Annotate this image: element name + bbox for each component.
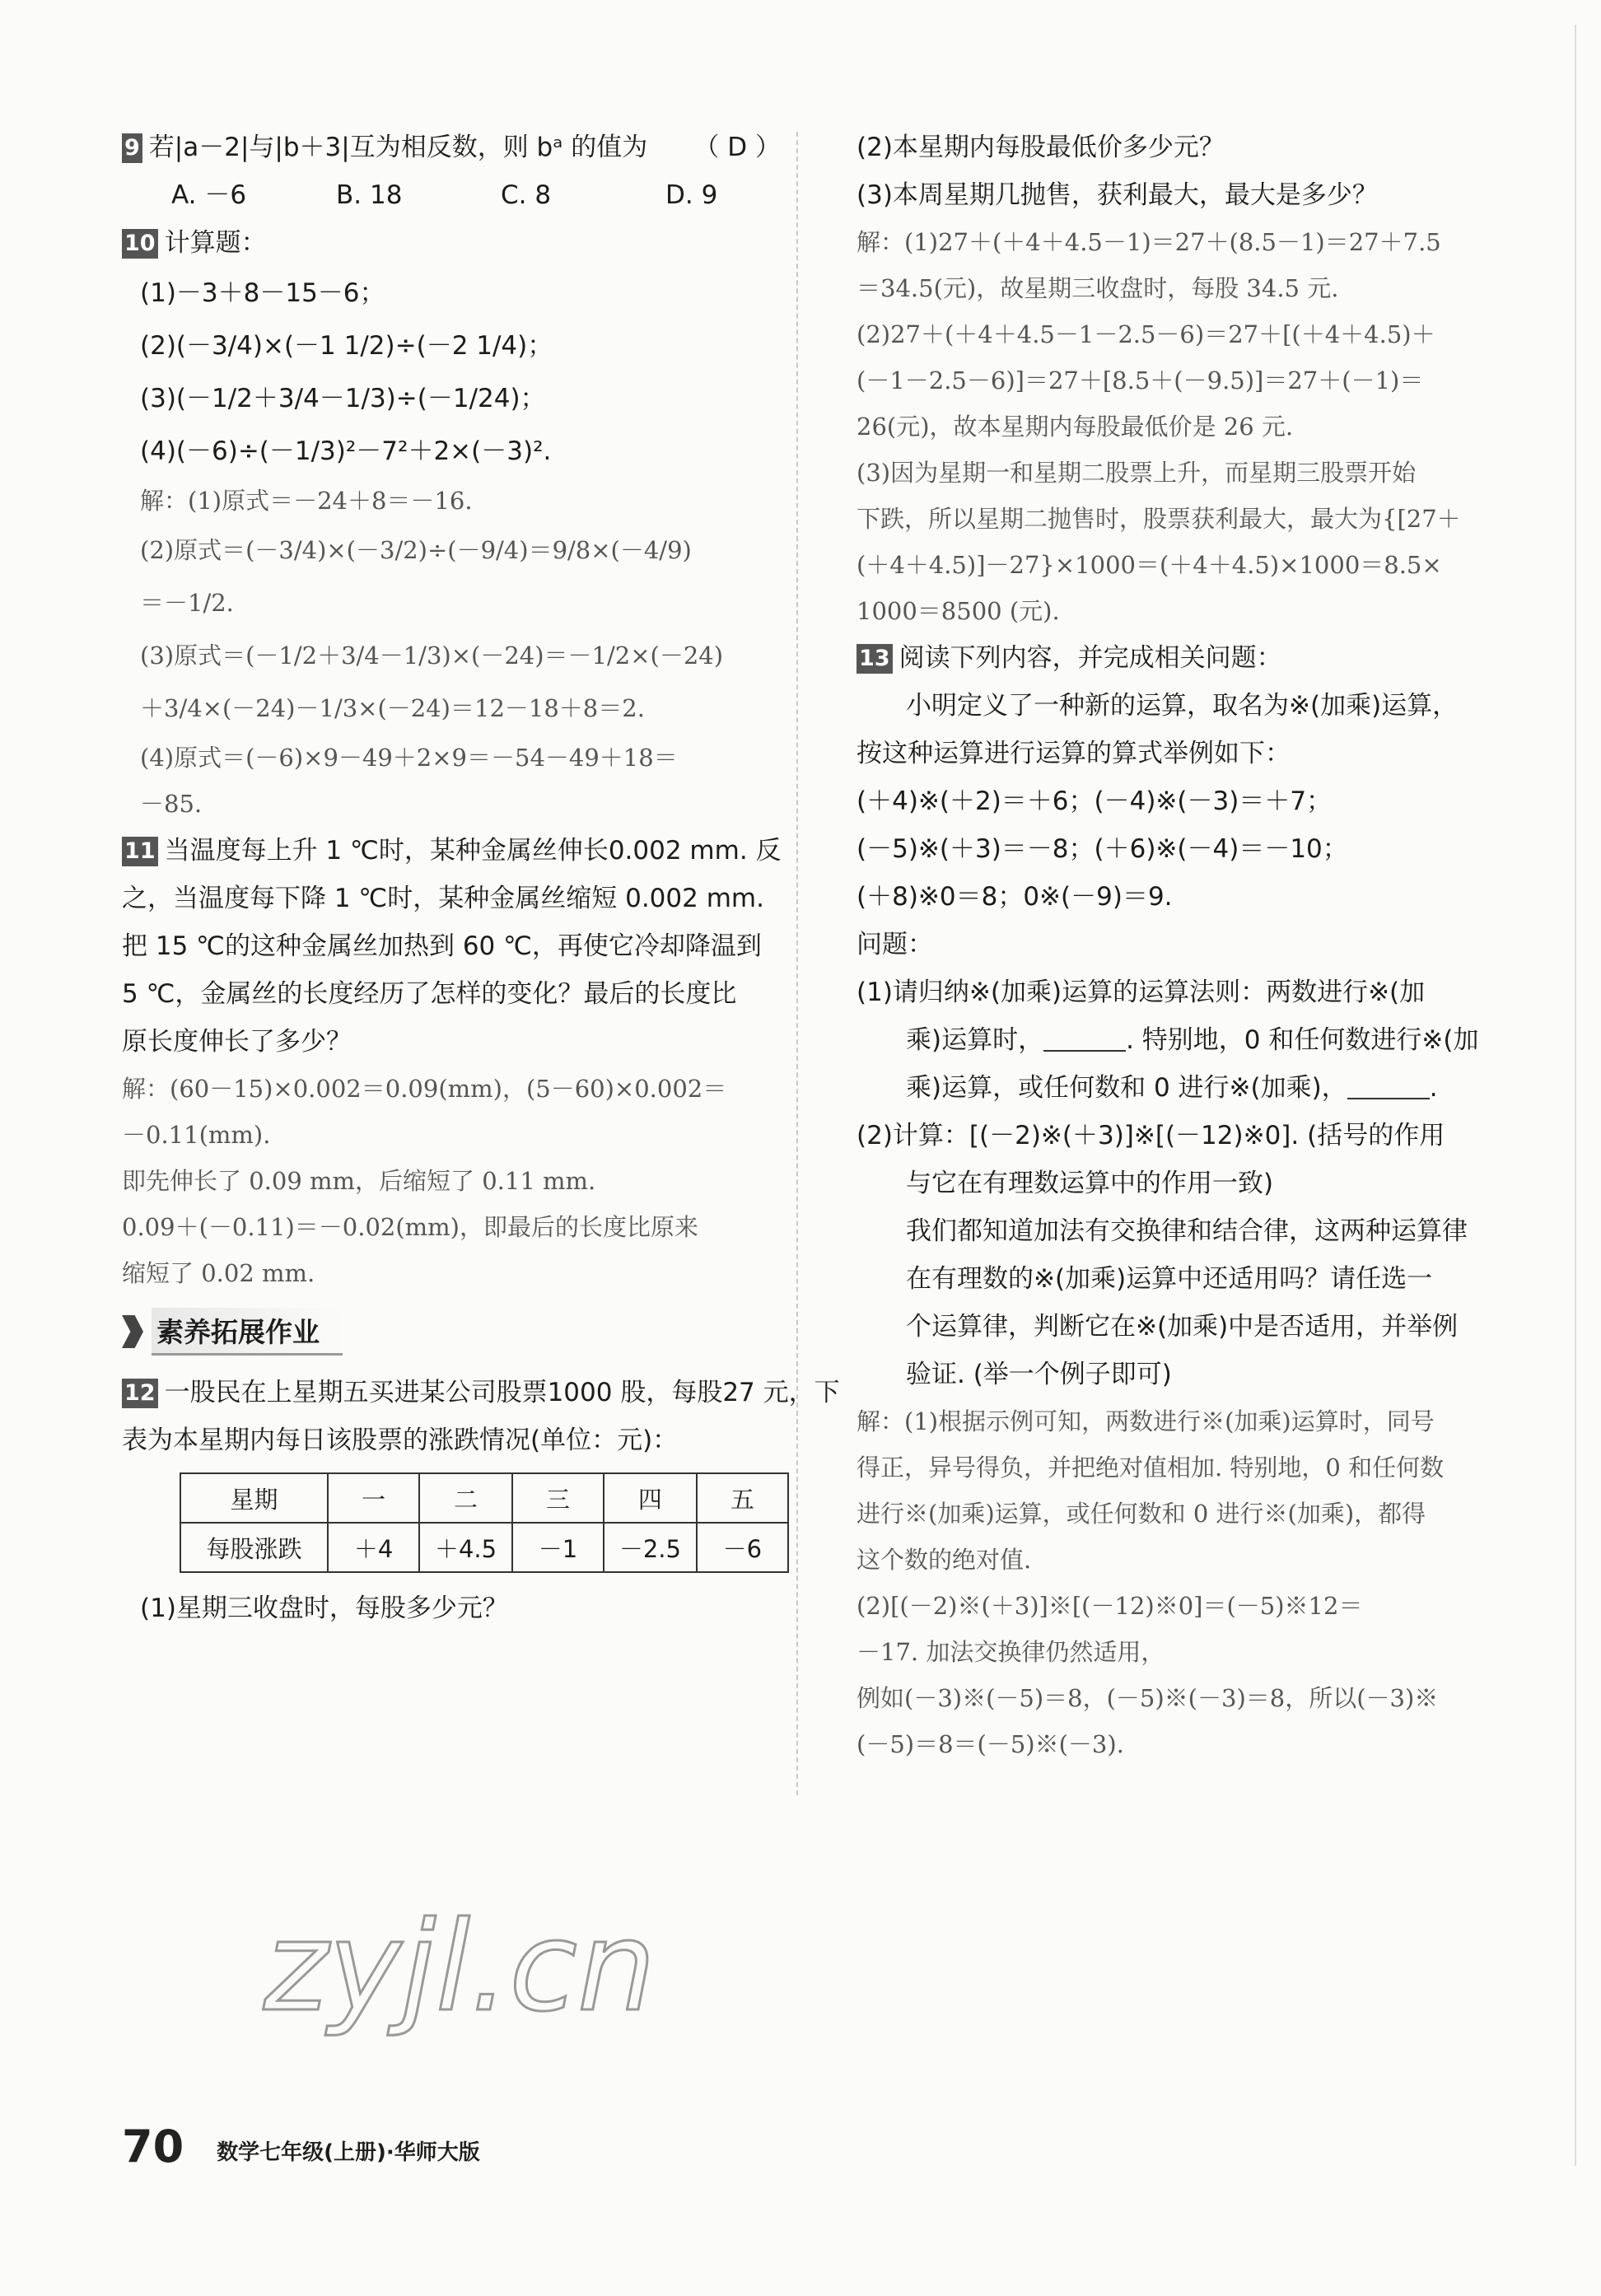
- table-cell: ＋4.5: [419, 1523, 512, 1572]
- table-cell: －1: [512, 1523, 604, 1572]
- sub-question: (3)本周星期几抛售，获利最大，最大是多少？: [857, 180, 1378, 210]
- page-footer: [122, 2121, 480, 2172]
- question-label: 问题：: [857, 930, 933, 959]
- table-cell: －6: [697, 1523, 788, 1572]
- solution-line: (2)原式＝(－3/4)×(－3/2)÷(－9/4)＝9/8×(－4/9): [140, 536, 692, 564]
- sub-question: (2)本星期内每股最低价多少元？: [857, 133, 1225, 162]
- solution-line: (－5)＝8＝(－5)※(－3).: [857, 1730, 1124, 1758]
- question-line: 把 15 ℃的这种金属丝加热到 60 ℃，再使它冷却降温到: [122, 931, 762, 961]
- example-line: (＋4)※(＋2)＝＋6；(－4)※(－3)＝＋7；: [857, 786, 1333, 816]
- solution-line: ＝34.5(元)，故星期三收盘时，每股 34.5 元.: [857, 274, 1339, 302]
- solution-line: 进行※(加乘)运算，或任何数和 0 进行※(加乘)，都得: [857, 1500, 1426, 1528]
- question-line: 之，当温度每下降 1 ℃时，某种金属丝缩短 0.002 mm.: [122, 884, 764, 913]
- solution-line: 缩短了 0.02 mm.: [122, 1259, 315, 1287]
- solution-line: (2)[(－2)※(＋3)]※[(－12)※0]＝(－5)※12＝: [857, 1592, 1363, 1620]
- options-row: [122, 171, 789, 219]
- question-12-continued: [857, 124, 1499, 634]
- table-header-row: [180, 1473, 788, 1523]
- option-b: B. 18: [336, 180, 403, 210]
- option-c: C. 8: [501, 180, 552, 210]
- question-9: [122, 124, 789, 219]
- intro-line: 按这种运算进行运算的算式举例如下：: [857, 739, 1291, 768]
- calc-item: (3)(－1/2＋3/4－1/3)÷(－1/24)；: [140, 384, 546, 413]
- solution-line: 这个数的绝对值.: [857, 1546, 1032, 1574]
- solution-line: 解：(60－15)×0.002＝0.09(mm)，(5－60)×0.002＝: [122, 1075, 727, 1103]
- section-heading: [122, 1303, 789, 1360]
- solution-line: －85.: [140, 790, 203, 818]
- table-cell: 一: [328, 1473, 419, 1523]
- question-line: 我们都知道加法有交换律和结合律，这两种运算律: [906, 1216, 1468, 1246]
- page-edge-line: [1575, 25, 1576, 2166]
- table-cell: 星期: [180, 1473, 328, 1523]
- table-cell: 二: [419, 1473, 512, 1523]
- table-cell: 五: [697, 1473, 788, 1523]
- watermark-logo: [255, 1894, 716, 2042]
- table-row: [180, 1523, 788, 1572]
- solution-line: (＋4＋4.5)]－27}×1000＝(＋4＋4.5)×1000＝8.5×: [857, 551, 1442, 579]
- solution-line: (2)27＋(＋4＋4.5－1－2.5－6)＝27＋[(＋4＋4.5)＋: [857, 320, 1435, 348]
- solution-line: (3)原式＝(－1/2＋3/4－1/3)×(－24)＝－1/2×(－24): [140, 642, 724, 670]
- book-title: 数学七年级(上册)·华师大版: [217, 2140, 480, 2165]
- fill-blank: [1347, 1075, 1430, 1099]
- question-line: 5 ℃，金属丝的长度经历了怎样的变化？最后的长度比: [122, 979, 737, 1009]
- stock-table: [180, 1472, 789, 1573]
- question-title: 计算题：: [164, 228, 267, 258]
- question-line: [857, 1064, 1499, 1112]
- table-cell: 四: [604, 1473, 697, 1523]
- solution-line: 解：(1)原式＝－24＋8＝－16.: [140, 487, 473, 515]
- solution-line: (3)因为星期一和星期二股票上升，而星期三股票开始: [857, 459, 1417, 487]
- question-line: 在有理数的※(加乘)运算中还适用吗？请任选一: [906, 1264, 1433, 1294]
- calc-item: (1)－3＋8－15－6；: [140, 278, 385, 308]
- section-title: 素养拓展作业: [152, 1308, 343, 1356]
- sub-question: (1)星期三收盘时，每股多少元？: [140, 1594, 508, 1623]
- question-text: 乘)运算时，: [906, 1025, 1044, 1055]
- solution-line: ＋3/4×(－24)－1/3×(－24)＝12－18＋8＝2.: [140, 694, 645, 722]
- solution-line: 0.09＋(－0.11)＝－0.02(mm)，即最后的长度比原来: [122, 1213, 698, 1241]
- solution-line: －0.11(mm).: [122, 1121, 271, 1149]
- calc-item: (4)(－6)÷(－1/3)²－7²＋2×(－3)².: [140, 436, 552, 466]
- question-11: [122, 827, 789, 1296]
- option-d: D. 9: [665, 180, 718, 210]
- column-divider: [796, 132, 798, 1795]
- solution-line: 解：(1)27＋(＋4＋4.5－1)＝27＋(8.5－1)＝27＋7.5: [857, 228, 1441, 256]
- question-text: 若|a－2|与|b＋3|互为相反数，则 bᵃ 的值为: [148, 133, 648, 162]
- solution-line: 26(元)，故本星期内每股最低价是 26 元.: [857, 413, 1294, 441]
- watermark-text: zyjl.cn: [264, 1896, 656, 2039]
- page-number: 70: [122, 2121, 184, 2172]
- question-12: [122, 1369, 840, 1632]
- table-cell: 每股涨跌: [180, 1523, 328, 1572]
- question-text: . 特别地，0 和任何数进行※(加: [1126, 1025, 1479, 1055]
- question-line: 当温度每上升 1 ℃时，某种金属丝伸长0.002 mm. 反: [164, 836, 782, 866]
- question-line: 原长度伸长了多少？: [122, 1027, 352, 1057]
- question-number: 13: [857, 644, 893, 674]
- solution-line: 1000＝8500 (元).: [857, 597, 1060, 625]
- question-number: 9: [122, 133, 142, 163]
- question-line: 验证. (举一个例子即可): [906, 1360, 1172, 1389]
- solution-line: 解：(1)根据示例可知，两数进行※(加乘)运算时，同号: [857, 1407, 1435, 1435]
- question-line: 一股民在上星期五买进某公司股票1000 股，每股27 元，下: [164, 1378, 840, 1407]
- question-text: .: [1429, 1073, 1438, 1103]
- question-line: 与它在有理数运算中的作用一致): [906, 1169, 1274, 1198]
- example-line: (＋8)※0＝8；0※(－9)＝9.: [857, 882, 1173, 912]
- solution-line: 即先伸长了 0.09 mm，后缩短了 0.11 mm.: [122, 1167, 596, 1195]
- solution-line: －17. 加法交换律仍然适用，: [857, 1638, 1165, 1666]
- question-number: 11: [122, 837, 158, 866]
- solution-line: 下跌，所以星期二抛售时，股票获利最大，最大为{[27＋: [857, 505, 1461, 533]
- question-title: 阅读下列内容，并完成相关问题：: [899, 643, 1282, 673]
- question-line: (2)计算：[(－2)※(＋3)]※[(－12)※0]. (括号的作用: [857, 1121, 1445, 1150]
- table-cell: －2.5: [604, 1523, 697, 1572]
- option-a: A. －6: [171, 180, 247, 210]
- table-cell: ＋4: [328, 1523, 419, 1572]
- right-column: [857, 124, 1499, 1767]
- solution-line: (－1－2.5－6)]＝27＋[8.5＋(－9.5)]＝27＋(－1)＝: [857, 366, 1424, 394]
- question-line: 表为本星期内每日该股票的涨跌情况(单位：元)：: [122, 1426, 679, 1455]
- question-13: [857, 634, 1499, 1767]
- solution-line: (4)原式＝(－6)×9－49＋2×9＝－54－49＋18＝: [140, 744, 678, 772]
- question-number: 10: [122, 229, 158, 259]
- question-10: [122, 219, 789, 827]
- question-line: [857, 1016, 1499, 1064]
- question-text: 乘)运算，或任何数和 0 进行※(加乘)，: [906, 1073, 1347, 1103]
- answer-choice: （ D ）: [693, 133, 781, 162]
- question-line: 个运算律，判断它在※(加乘)中是否适用，并举例: [906, 1312, 1459, 1342]
- fill-blank: [1043, 1027, 1126, 1052]
- arrow-icon: [122, 1315, 143, 1348]
- left-column: [122, 124, 840, 1632]
- solution-line: 得正，异号得负，并把绝对值相加. 特别地，0 和任何数: [857, 1454, 1445, 1482]
- table-cell: 三: [512, 1473, 604, 1523]
- solution-line: ＝－1/2.: [140, 589, 234, 617]
- solution-line: 例如(－3)※(－5)＝8，(－5)※(－3)＝8，所以(－3)※: [857, 1684, 1439, 1712]
- intro-line: 小明定义了一种新的运算，取名为※(加乘)运算，: [906, 691, 1459, 721]
- question-number: 12: [122, 1379, 158, 1408]
- calc-item: (2)(－3/4)×(－1 1/2)÷(－2 1/4)；: [140, 331, 553, 361]
- example-line: (－5)※(＋3)＝－8；(＋6)※(－4)＝－10；: [857, 834, 1348, 864]
- question-line: (1)请归纳※(加乘)运算的运算法则：两数进行※(加: [857, 978, 1426, 1007]
